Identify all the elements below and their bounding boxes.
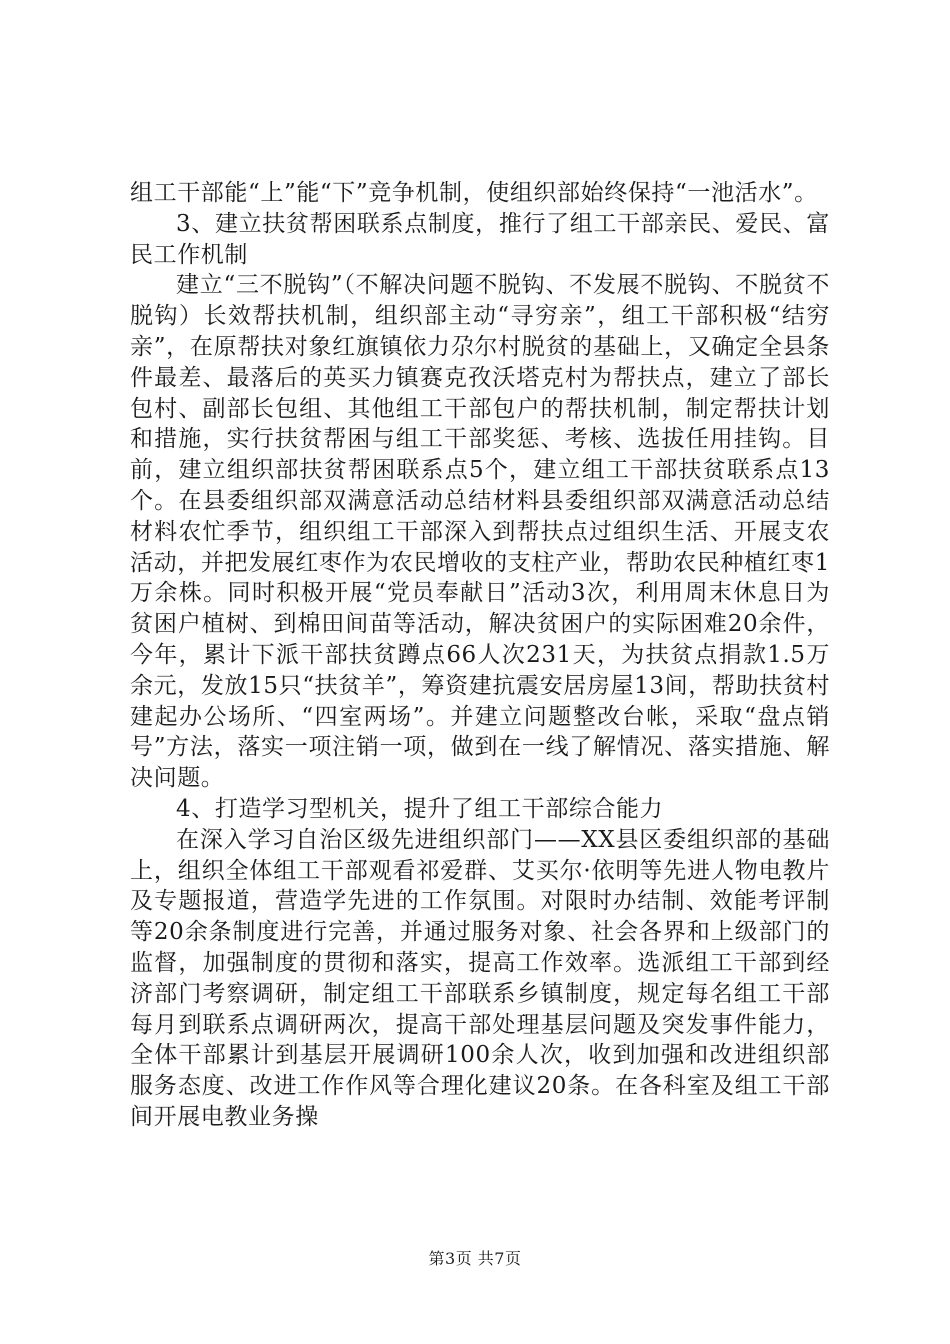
paragraph-continuation: 组工干部能“上”能“下”竞争机制，使组织部始终保持“一池活水”。 <box>130 180 818 206</box>
section-heading-3: 3、建立扶贫帮困联系点制度，推行了组工干部亲民、爱民、富民工作机制 <box>130 210 830 268</box>
section-heading-4: 4、打造学习型机关，提升了组工干部综合能力 <box>176 795 664 822</box>
paragraph-section-3: 建立“三不脱钩”（不解决问题不脱钩、不发展不脱钩、不脱贫不脱钩）长效帮扶机制，组织部主动“寻穷亲”，组工干部积极“结穷亲”，在原帮扶对象红旗镇依力尕尔村脱贫的基础上，又确定全县条件最差、最落后的英买力镇赛克孜沃塔克村为帮扶点，建立了部长包村、副部长包组、其他组工干部包户的帮扶机制，制定帮扶计划和措施，实行扶贫帮困与组工干部奖惩、考核、选拔任用挂钩。目前，建立组织部扶贫帮困联系点5个，建立组工干部扶贫联系点13个。在县委组织部双满意活动总结材料县委组织部双满意活动总结材料农忙季节，组织组工干部深入到帮扶点过组织生活、开展支农活动，并把发展红枣作为农民增收的支柱产业，帮助农民种植红枣1万余株。同时积极开展“党员奉献日”活动3次，利用周末休息日为贫困户植树、到棉田间苗等活动，解决贫困户的实际困难20余件，今年，累计下派干部扶贫蹲点66人次231天，为扶贫点捐款1.5万余元，发放15只“扶贫羊”，筹资建抗震安居房屋13间，帮助扶贫村建起办公场所、“四室两场”。并建立问题整改台帐，采取“盘点销号”方法，落实一项注销一项，做到在一线了解情况、落实措施、解决问题。 <box>130 272 830 792</box>
paragraph-section-4: 在深入学习自治区级先进组织部门——XX县区委组织部的基础上，组织全体组工干部观看祁爱群、艾买尔·依明等先进人物电教片及专题报道，营造学先进的工作氛围。对限时办结制、效能考评制等20余条制度进行完善，并通过服务对象、社会各界和上级部门的监督，加强制度的贯彻和落实，提高工作效率。选派组工干部到经济部门考察调研，制定组工干部联系乡镇制度，规定每名组工干部每月到联系点调研两次，提高干部处理基层问题及突发事件能力，全体干部累计到基层开展调研100余人次，收到加强和改进组织部服务态度、改进工作作风等合理化建议20条。在各科室及组工干部间开展电教业务操 <box>130 826 830 1130</box>
document-body <box>130 178 830 1133</box>
page-number-footer: 第3页 共7页 <box>428 1249 522 1268</box>
